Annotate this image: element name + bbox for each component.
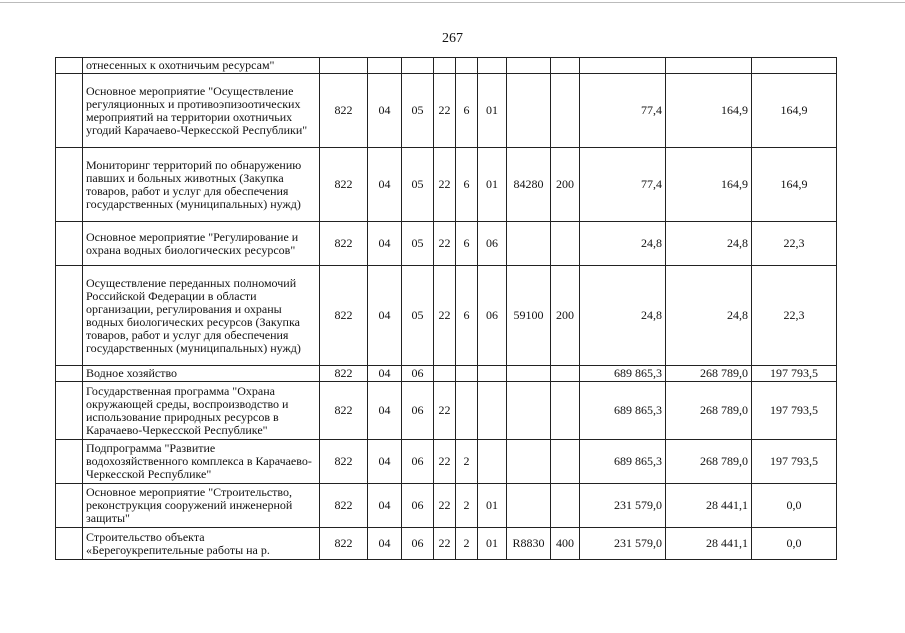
table-row	[56, 58, 837, 74]
amount-cell: 77,4	[580, 148, 666, 222]
code-cell	[507, 484, 551, 528]
amount-cell: 689 865,3	[580, 366, 666, 382]
row-marker-cell	[56, 366, 83, 382]
code-cell	[478, 58, 507, 74]
row-name: отнесенных к охотничьим ресурсам"	[83, 58, 320, 74]
code-cell: 01	[478, 148, 507, 222]
code-cell	[456, 382, 478, 440]
code-cell	[507, 58, 551, 74]
row-name: Строительство объекта «Берегоукрепительные работы на р.	[83, 528, 320, 560]
code-cell: 22	[434, 440, 456, 484]
row-name: Мониторинг территорий по обнаружению павших и больных животных (Закупка товаров, работ и услуг для обеспечения государственных (муниципальных) нужд)	[83, 148, 320, 222]
code-cell: 22	[434, 382, 456, 440]
code-cell: 06	[402, 440, 434, 484]
amount-cell: 231 579,0	[580, 484, 666, 528]
budget-table	[55, 57, 837, 560]
code-cell: 6	[456, 74, 478, 148]
amount-cell: 268 789,0	[666, 366, 752, 382]
amount-cell	[752, 58, 837, 74]
code-cell	[507, 366, 551, 382]
row-name: Основное мероприятие "Регулирование и охрана водных биологических ресурсов"	[83, 222, 320, 266]
code-cell: 822	[320, 366, 368, 382]
code-cell: 04	[368, 74, 402, 148]
code-cell: 04	[368, 382, 402, 440]
code-cell	[478, 366, 507, 382]
code-cell	[434, 58, 456, 74]
amount-cell: 24,8	[580, 266, 666, 366]
code-cell	[551, 484, 580, 528]
code-cell: 01	[478, 74, 507, 148]
code-cell: 06	[402, 484, 434, 528]
code-cell	[478, 382, 507, 440]
table-row	[56, 148, 837, 222]
row-marker-cell	[56, 382, 83, 440]
amount-cell: 28 441,1	[666, 528, 752, 560]
code-cell: 2	[456, 484, 478, 528]
amount-cell: 197 793,5	[752, 440, 837, 484]
code-cell: 822	[320, 382, 368, 440]
amount-cell: 0,0	[752, 528, 837, 560]
code-cell: 04	[368, 528, 402, 560]
amount-cell	[666, 58, 752, 74]
code-cell	[507, 382, 551, 440]
amount-cell: 28 441,1	[666, 484, 752, 528]
table-row	[56, 222, 837, 266]
code-cell: 05	[402, 266, 434, 366]
code-cell: 84280	[507, 148, 551, 222]
code-cell: 822	[320, 484, 368, 528]
amount-cell: 689 865,3	[580, 440, 666, 484]
code-cell	[507, 222, 551, 266]
code-cell: 22	[434, 266, 456, 366]
code-cell: 822	[320, 74, 368, 148]
code-cell	[456, 366, 478, 382]
code-cell: 6	[456, 222, 478, 266]
scan-edge-line	[0, 2, 905, 3]
code-cell	[551, 58, 580, 74]
code-cell	[551, 74, 580, 148]
code-cell: 22	[434, 148, 456, 222]
code-cell: 200	[551, 266, 580, 366]
amount-cell: 164,9	[752, 148, 837, 222]
row-name: Осуществление переданных полномочий Российской Федерации в области организации, регулирования и охраны водных биологических ресурсов (Закупка товаров, работ и услуг для обеспечения государственных (муниципальных) нужд)	[83, 266, 320, 366]
code-cell: 6	[456, 148, 478, 222]
amount-cell: 197 793,5	[752, 366, 837, 382]
code-cell: 22	[434, 528, 456, 560]
row-marker-cell	[56, 484, 83, 528]
amount-cell	[580, 58, 666, 74]
code-cell: 06	[402, 366, 434, 382]
code-cell	[402, 58, 434, 74]
code-cell: 22	[434, 222, 456, 266]
row-marker-cell	[56, 74, 83, 148]
code-cell	[368, 58, 402, 74]
code-cell: 822	[320, 440, 368, 484]
code-cell: 2	[456, 440, 478, 484]
code-cell	[551, 222, 580, 266]
code-cell	[551, 440, 580, 484]
table-row	[56, 266, 837, 366]
code-cell: 05	[402, 222, 434, 266]
table-row	[56, 528, 837, 560]
code-cell: 01	[478, 528, 507, 560]
page-number: 267	[442, 31, 463, 46]
code-cell: 2	[456, 528, 478, 560]
row-name: Водное хозяйство	[83, 366, 320, 382]
code-cell: 04	[368, 222, 402, 266]
code-cell	[507, 74, 551, 148]
amount-cell: 268 789,0	[666, 382, 752, 440]
code-cell: 04	[368, 266, 402, 366]
code-cell: 400	[551, 528, 580, 560]
amount-cell: 164,9	[666, 74, 752, 148]
row-name: Государственная программа "Охрана окружающей среды, воспроизводство и использование природных ресурсов в Карачаево-Черкесской Республике"	[83, 382, 320, 440]
code-cell: R8830	[507, 528, 551, 560]
code-cell: 04	[368, 148, 402, 222]
amount-cell: 24,8	[666, 266, 752, 366]
amount-cell: 24,8	[666, 222, 752, 266]
code-cell: 06	[402, 528, 434, 560]
code-cell: 200	[551, 148, 580, 222]
code-cell: 04	[368, 440, 402, 484]
code-cell: 22	[434, 74, 456, 148]
amount-cell: 197 793,5	[752, 382, 837, 440]
code-cell	[456, 58, 478, 74]
table-row	[56, 366, 837, 382]
code-cell	[478, 440, 507, 484]
row-name: Основное мероприятие "Осуществление регуляционных и противоэпизоотических мероприятий на территории охотничьих угодий Карачаево-Черкесской Республики"	[83, 74, 320, 148]
row-marker-cell	[56, 58, 83, 74]
table-row	[56, 440, 837, 484]
amount-cell: 0,0	[752, 484, 837, 528]
code-cell: 22	[434, 484, 456, 528]
code-cell: 822	[320, 148, 368, 222]
code-cell: 6	[456, 266, 478, 366]
code-cell: 04	[368, 484, 402, 528]
amount-cell: 164,9	[752, 74, 837, 148]
code-cell: 06	[478, 222, 507, 266]
amount-cell: 22,3	[752, 222, 837, 266]
code-cell	[551, 382, 580, 440]
code-cell: 06	[478, 266, 507, 366]
amount-cell: 77,4	[580, 74, 666, 148]
code-cell	[551, 366, 580, 382]
code-cell: 05	[402, 148, 434, 222]
row-marker-cell	[56, 528, 83, 560]
code-cell: 04	[368, 366, 402, 382]
amount-cell: 164,9	[666, 148, 752, 222]
code-cell: 822	[320, 528, 368, 560]
code-cell: 01	[478, 484, 507, 528]
row-marker-cell	[56, 222, 83, 266]
code-cell	[434, 366, 456, 382]
table-row	[56, 484, 837, 528]
row-marker-cell	[56, 440, 83, 484]
code-cell: 822	[320, 222, 368, 266]
code-cell	[320, 58, 368, 74]
row-marker-cell	[56, 266, 83, 366]
code-cell: 59100	[507, 266, 551, 366]
amount-cell: 689 865,3	[580, 382, 666, 440]
row-marker-cell	[56, 148, 83, 222]
row-name: Подпрограмма "Развитие водохозяйственного комплекса в Карачаево-Черкесской Республике"	[83, 440, 320, 484]
code-cell: 05	[402, 74, 434, 148]
code-cell: 822	[320, 266, 368, 366]
amount-cell: 268 789,0	[666, 440, 752, 484]
amount-cell: 22,3	[752, 266, 837, 366]
table-row	[56, 74, 837, 148]
code-cell	[507, 440, 551, 484]
row-name: Основное мероприятие "Строительство, реконструкция сооружений инженерной защиты"	[83, 484, 320, 528]
amount-cell: 24,8	[580, 222, 666, 266]
table-row	[56, 382, 837, 440]
code-cell: 06	[402, 382, 434, 440]
amount-cell: 231 579,0	[580, 528, 666, 560]
